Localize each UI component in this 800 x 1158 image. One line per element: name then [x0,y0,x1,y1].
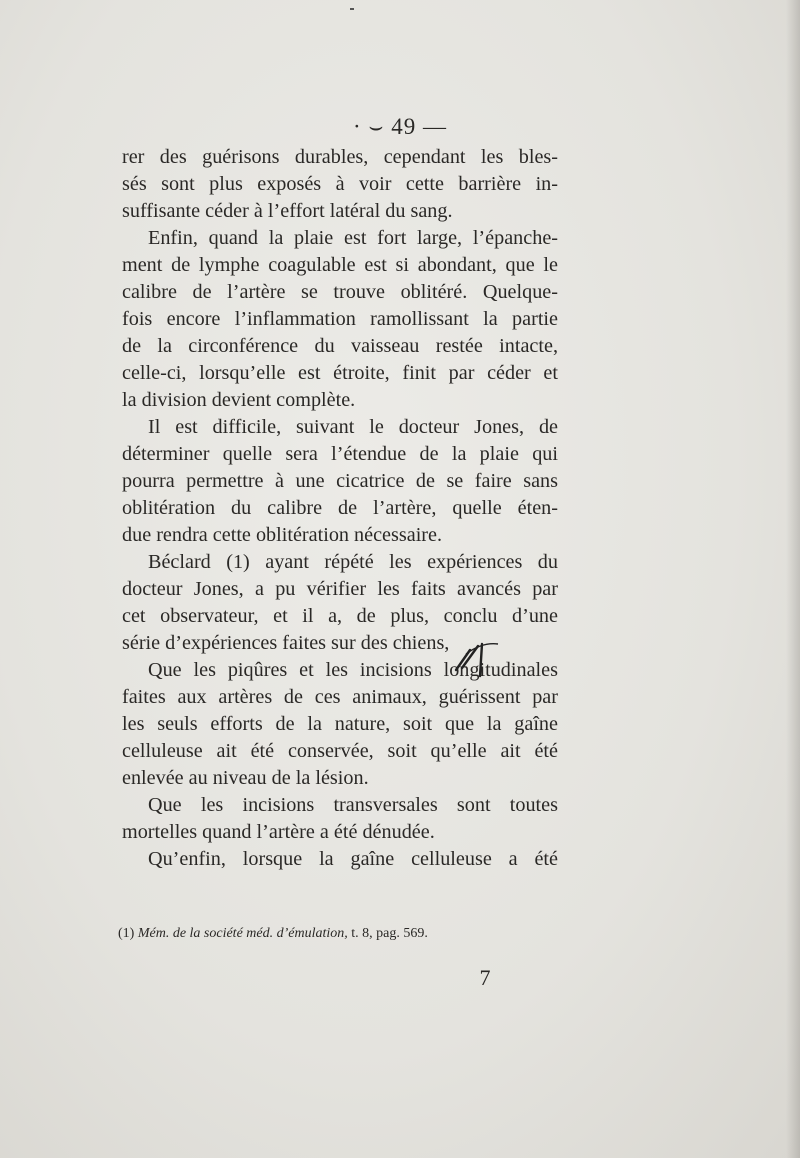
text-line: due rendra cette oblitération nécessaire. [122,524,443,546]
text-line: oblitération du calibre de l’artère, quelle éten- [122,497,558,519]
text-line: Qu’enfin, lorsque la gaîne celluleuse a été [148,848,558,870]
text-line: pourra permettre à une cicatrice de se faire sans [122,470,558,492]
text-line: les seuls efforts de la nature, soit que la gaîne [122,713,558,735]
signature-mark: 7 [479,965,491,990]
text-line: fois encore l’inflammation ramollissant la partie [122,308,558,330]
page-number-header: · ⌣ 49 — [352,114,448,139]
text-line: sés sont plus exposés à voir cette barrière in- [122,173,558,195]
text-line: faites aux artères de ces animaux, guérissent par [122,686,558,708]
text-line: Que les incisions transversales sont toutes [148,794,558,816]
text-line: rer des guérisons durables, cependant les bles- [122,146,558,168]
footnote-marker: (1) [118,926,135,941]
footnote-source: Mém. de la société méd. d’émulation, [137,926,348,941]
text-line: la division devient complète. [122,389,356,411]
body-text [122,144,558,873]
footnote-reference: t. 8, pag. 569. [351,926,428,941]
text-line: déterminer quelle sera l’étendue de la plaie qui [122,443,558,465]
text-line: série d’expériences faites sur des chiens, [122,632,450,654]
text-line: Béclard (1) ayant répété les expériences du [148,551,558,573]
text-line: calibre de l’artère se trouve oblitéré. Quelque- [122,281,558,303]
text-line: cet observateur, et il a, de plus, conclu d’une [122,605,558,627]
text-line: suffisante céder à l’effort latéral du sang. [122,200,453,222]
text-line: ment de lymphe coagulable est si abondant, que le [122,254,558,276]
text-line: Enfin, quand la plaie est fort large, l’épanche- [148,227,558,249]
text-line: celluleuse ait été conservée, soit qu’elle ait été [122,740,558,762]
text-line: Il est difficile, suivant le docteur Jones, de [148,416,558,438]
text-line: enlevée au niveau de la lésion. [122,767,369,789]
ink-speck [350,8,354,10]
handwritten-annotation-mark [452,640,502,680]
text-line: mortelles quand l’artère a été dénudée. [122,821,435,843]
text-line: docteur Jones, a pu vérifier les faits avancés par [122,578,558,600]
text-line: celle-ci, lorsqu’elle est étroite, finit par céder et [122,362,558,384]
footnote [118,926,558,942]
text-line: de la circonférence du vaisseau restée intacte, [122,335,558,357]
text-line: Que les piqûres et les incisions longitudinales [148,659,558,681]
